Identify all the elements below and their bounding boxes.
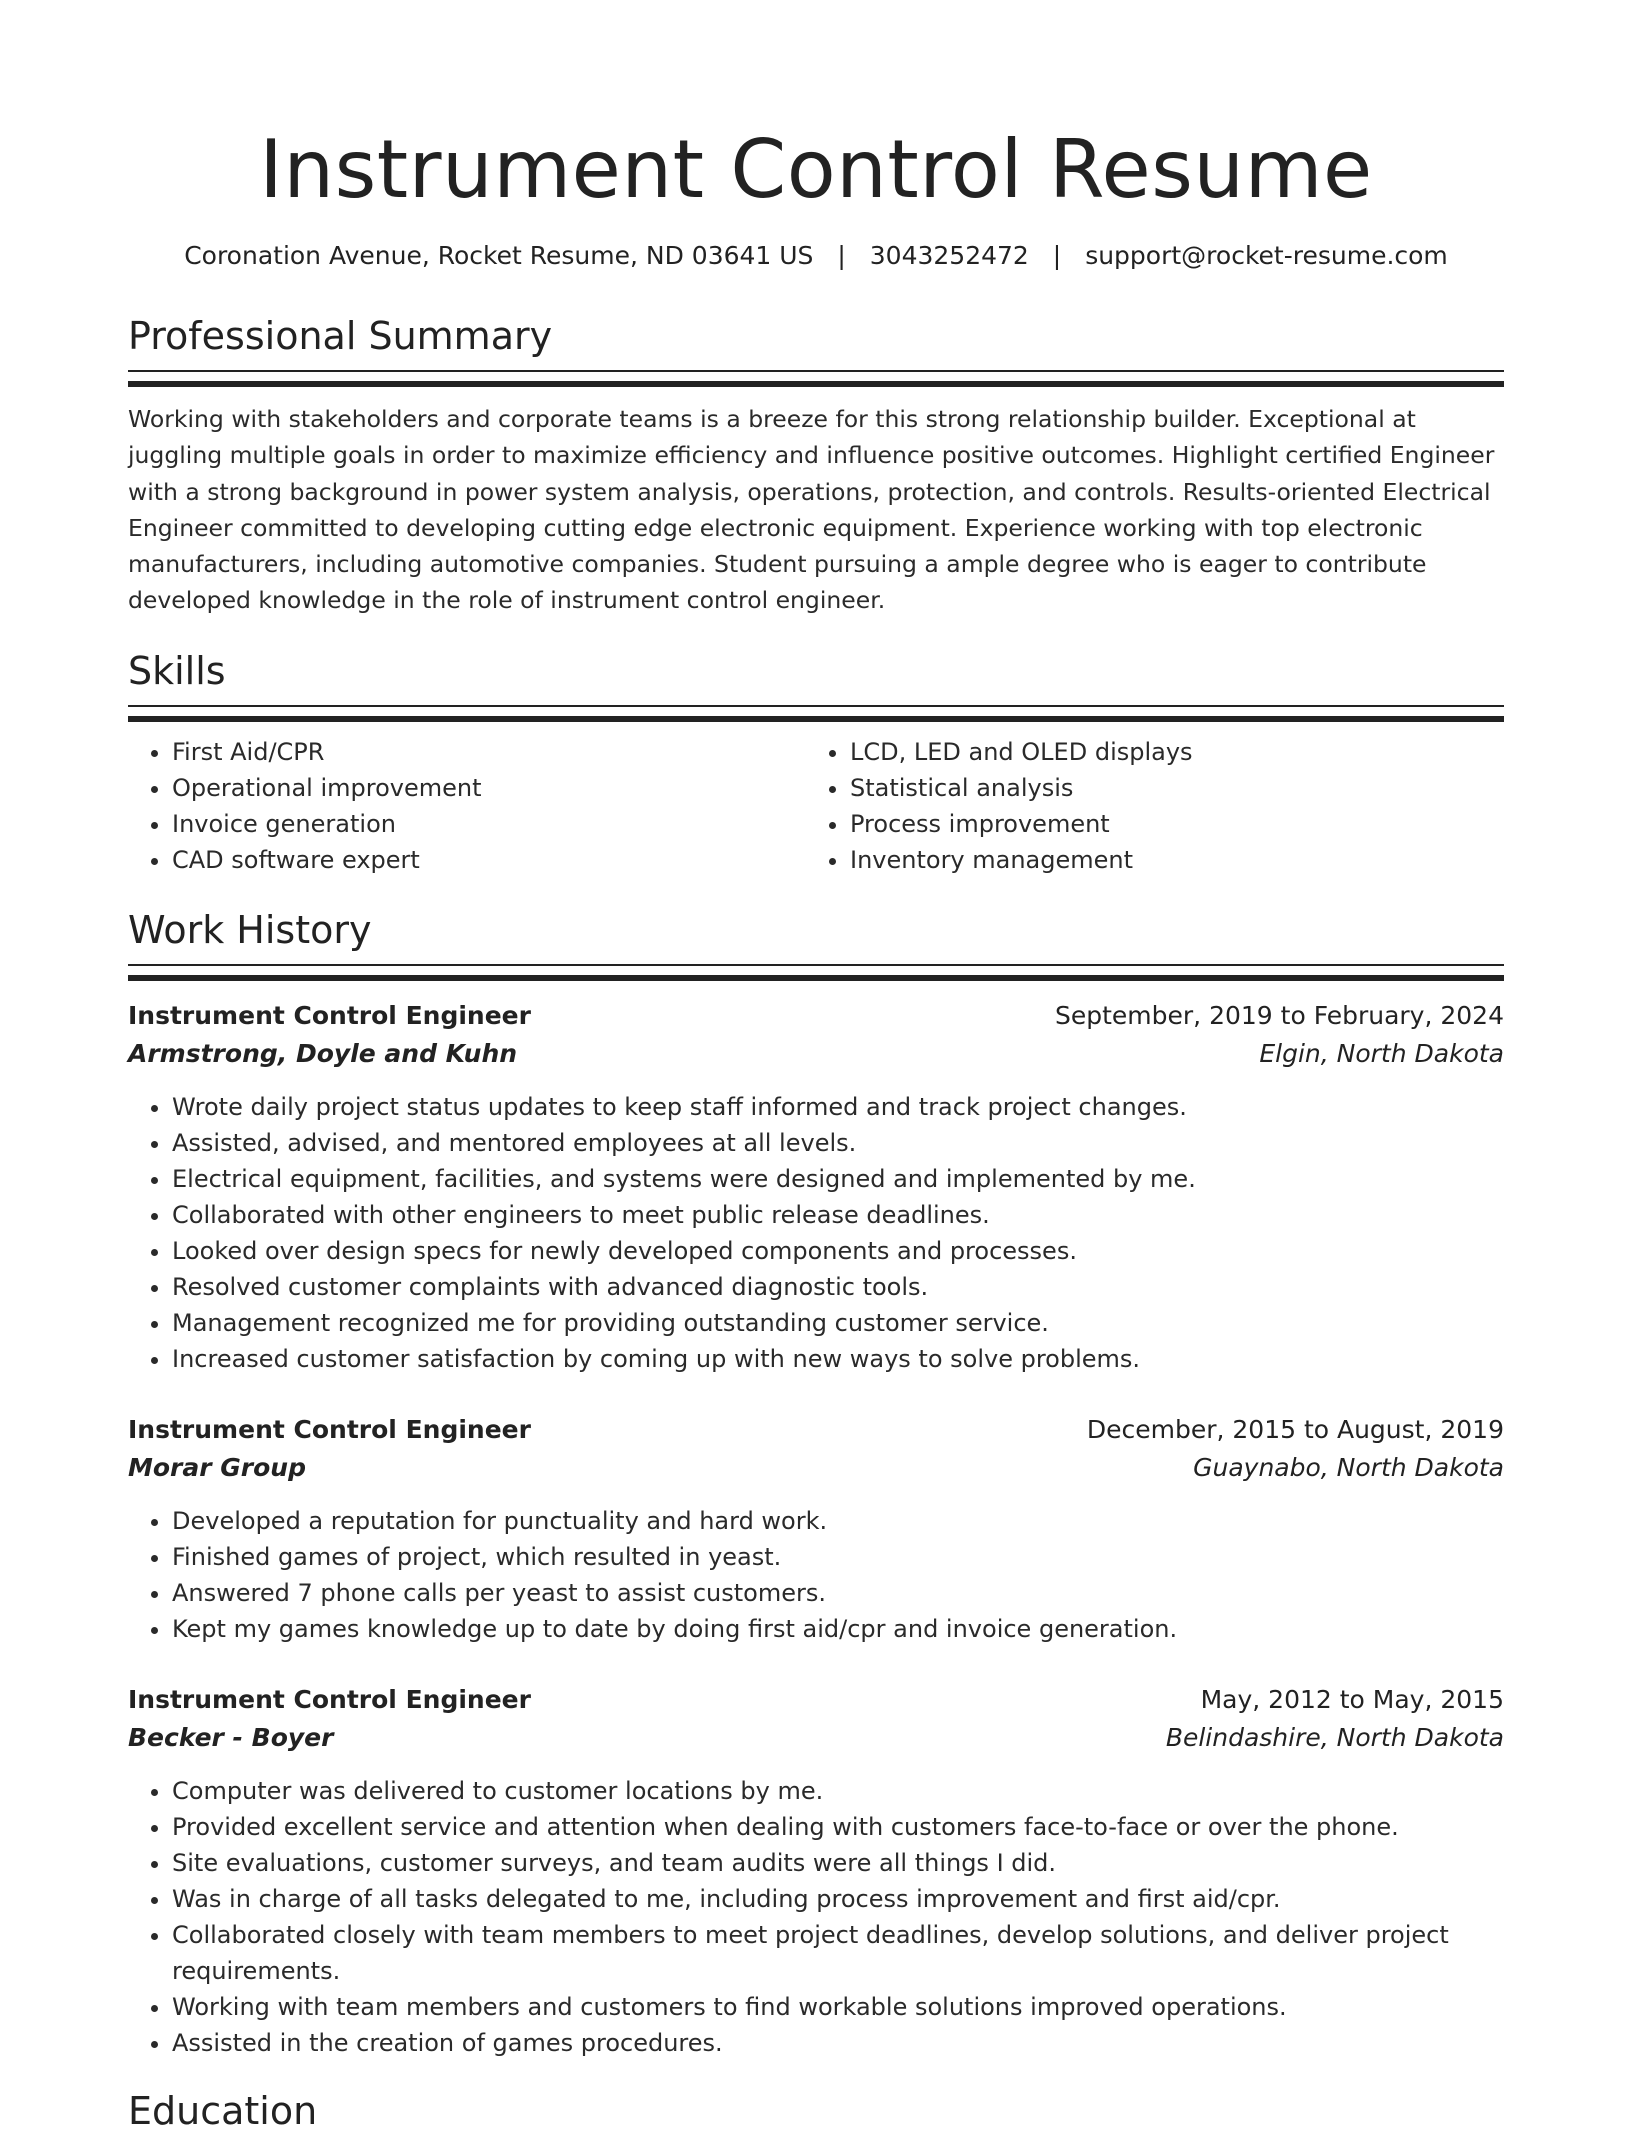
section-divider xyxy=(128,705,1504,722)
job-entry xyxy=(128,1681,1504,2061)
job-header xyxy=(128,1411,1504,1449)
skills-column-right xyxy=(806,734,1484,878)
job-bullet: • Working with team members and customers to find workable solutions improved operations. xyxy=(172,1989,1504,2025)
job-bullet: • Answered 7 phone calls per yeast to assist customers. xyxy=(172,1575,1504,1611)
skills-column-left xyxy=(128,734,806,878)
job-subheader xyxy=(128,1035,1504,1073)
job-bullet: • Wrote daily project status updates to keep staff informed and track project changes. xyxy=(172,1089,1504,1125)
job-dates: September, 2019 to February, 2024 xyxy=(1055,1000,1504,1030)
job-bullet: • Electrical equipment, facilities, and systems were designed and implemented by me. xyxy=(172,1161,1504,1197)
job-location: Belindashire, North Dakota xyxy=(1165,1722,1504,1752)
summary-text: Working with stakeholders and corporate teams is a breeze for this strong relationship builder. Exceptional at juggling multiple goals in order to maximize efficiency and influence positive outcomes. Highlight certified Engineer with a strong background in power system analysis, operations, protection, and controls. Results-oriented Electrical Engineer committed to developing cutting edge electronic equipment. Experience working with top electronic manufacturers, including automotive companies. Student pursuing a ample degree who is eager to contribute developed knowledge in the role of instrument control engineer. xyxy=(128,405,1495,615)
job-company: Becker - Boyer xyxy=(128,1722,334,1752)
job-dates: December, 2015 to August, 2019 xyxy=(1086,1414,1504,1444)
skill-item: • First Aid/CPR xyxy=(172,734,806,770)
summary-section xyxy=(128,312,1504,619)
job-bullet: • Was in charge of all tasks delegated to me, including process improvement and first aid/cpr. xyxy=(172,1881,1504,1917)
job-entry xyxy=(128,997,1504,1377)
contact-phone: 3043252472 xyxy=(869,241,1029,270)
job-bullet: • Site evaluations, customer surveys, and team audits were all things I did. xyxy=(172,1845,1504,1881)
job-company: Morar Group xyxy=(128,1452,307,1482)
skill-item: • Invoice generation xyxy=(172,806,806,842)
job-title: Instrument Control Engineer xyxy=(128,1684,531,1714)
skills-section xyxy=(128,647,1504,878)
job-header xyxy=(128,1681,1504,1719)
job-entry xyxy=(128,1411,1504,1647)
job-bullet: • Management recognized me for providing outstanding customer service. xyxy=(172,1305,1504,1341)
job-header xyxy=(128,997,1504,1035)
job-bullet: • Increased customer satisfaction by coming up with new ways to solve problems. xyxy=(172,1341,1504,1377)
job-location: Guaynabo, North Dakota xyxy=(1193,1452,1504,1482)
job-company: Armstrong, Doyle and Kuhn xyxy=(128,1038,518,1068)
job-bullet: • Collaborated with other engineers to meet public release deadlines. xyxy=(172,1197,1504,1233)
job-bullet: • Looked over design specs for newly developed components and processes. xyxy=(172,1233,1504,1269)
job-title: Instrument Control Engineer xyxy=(128,1000,531,1030)
job-bullet: • Collaborated closely with team members to meet project deadlines, develop solutions, and deliver project requirements. xyxy=(172,1917,1504,1989)
job-subheader xyxy=(128,1449,1504,1487)
section-divider xyxy=(128,370,1504,387)
job-bullet: • Resolved customer complaints with advanced diagnostic tools. xyxy=(172,1269,1504,1305)
skill-item: • Inventory management xyxy=(850,842,1484,878)
section-title-skills: Skills xyxy=(128,648,226,693)
skills-grid xyxy=(128,734,1504,878)
skill-item: • Statistical analysis xyxy=(850,770,1484,806)
skill-item: • Operational improvement xyxy=(172,770,806,806)
job-bullet: • Kept my games knowledge up to date by doing first aid/cpr and invoice generation. xyxy=(172,1611,1504,1647)
contact-line xyxy=(128,238,1504,274)
job-bullets xyxy=(128,1503,1504,1647)
section-title-summary: Professional Summary xyxy=(128,314,553,358)
contact-address: Coronation Avenue, Rocket Resume, ND 03641 US xyxy=(184,241,814,270)
resume-name: Instrument Control Resume xyxy=(259,123,1373,216)
work-history-section xyxy=(128,906,1504,2061)
job-bullet: • Developed a reputation for punctuality and hard work. xyxy=(172,1503,1504,1539)
job-dates: May, 2012 to May, 2015 xyxy=(1200,1684,1504,1714)
skill-item: • CAD software expert xyxy=(172,842,806,878)
job-bullet: • Assisted, advised, and mentored employees at all levels. xyxy=(172,1125,1504,1161)
job-bullet: • Assisted in the creation of games procedures. xyxy=(172,2025,1504,2061)
contact-separator: | xyxy=(1052,241,1062,270)
job-bullet: • Provided excellent service and attention when dealing with customers face-to-face or over the phone. xyxy=(172,1809,1504,1845)
resume-page xyxy=(128,0,1504,2135)
section-title-work-history: Work History xyxy=(128,907,372,952)
job-bullets xyxy=(128,1773,1504,2061)
contact-separator: | xyxy=(837,241,846,270)
skill-item: • Process improvement xyxy=(850,806,1484,842)
job-title: Instrument Control Engineer xyxy=(128,1414,531,1444)
job-bullet: • Computer was delivered to customer locations by me. xyxy=(172,1773,1504,1809)
job-subheader xyxy=(128,1719,1504,1757)
skill-item: • LCD, LED and OLED displays xyxy=(850,734,1484,770)
job-bullet: • Finished games of project, which resulted in yeast. xyxy=(172,1539,1504,1575)
section-title-education: Education xyxy=(128,2088,318,2133)
section-divider xyxy=(128,964,1504,981)
contact-email: support@rocket-resume.com xyxy=(1085,241,1448,270)
job-location: Elgin, North Dakota xyxy=(1259,1038,1504,1068)
job-bullets xyxy=(128,1089,1504,1377)
